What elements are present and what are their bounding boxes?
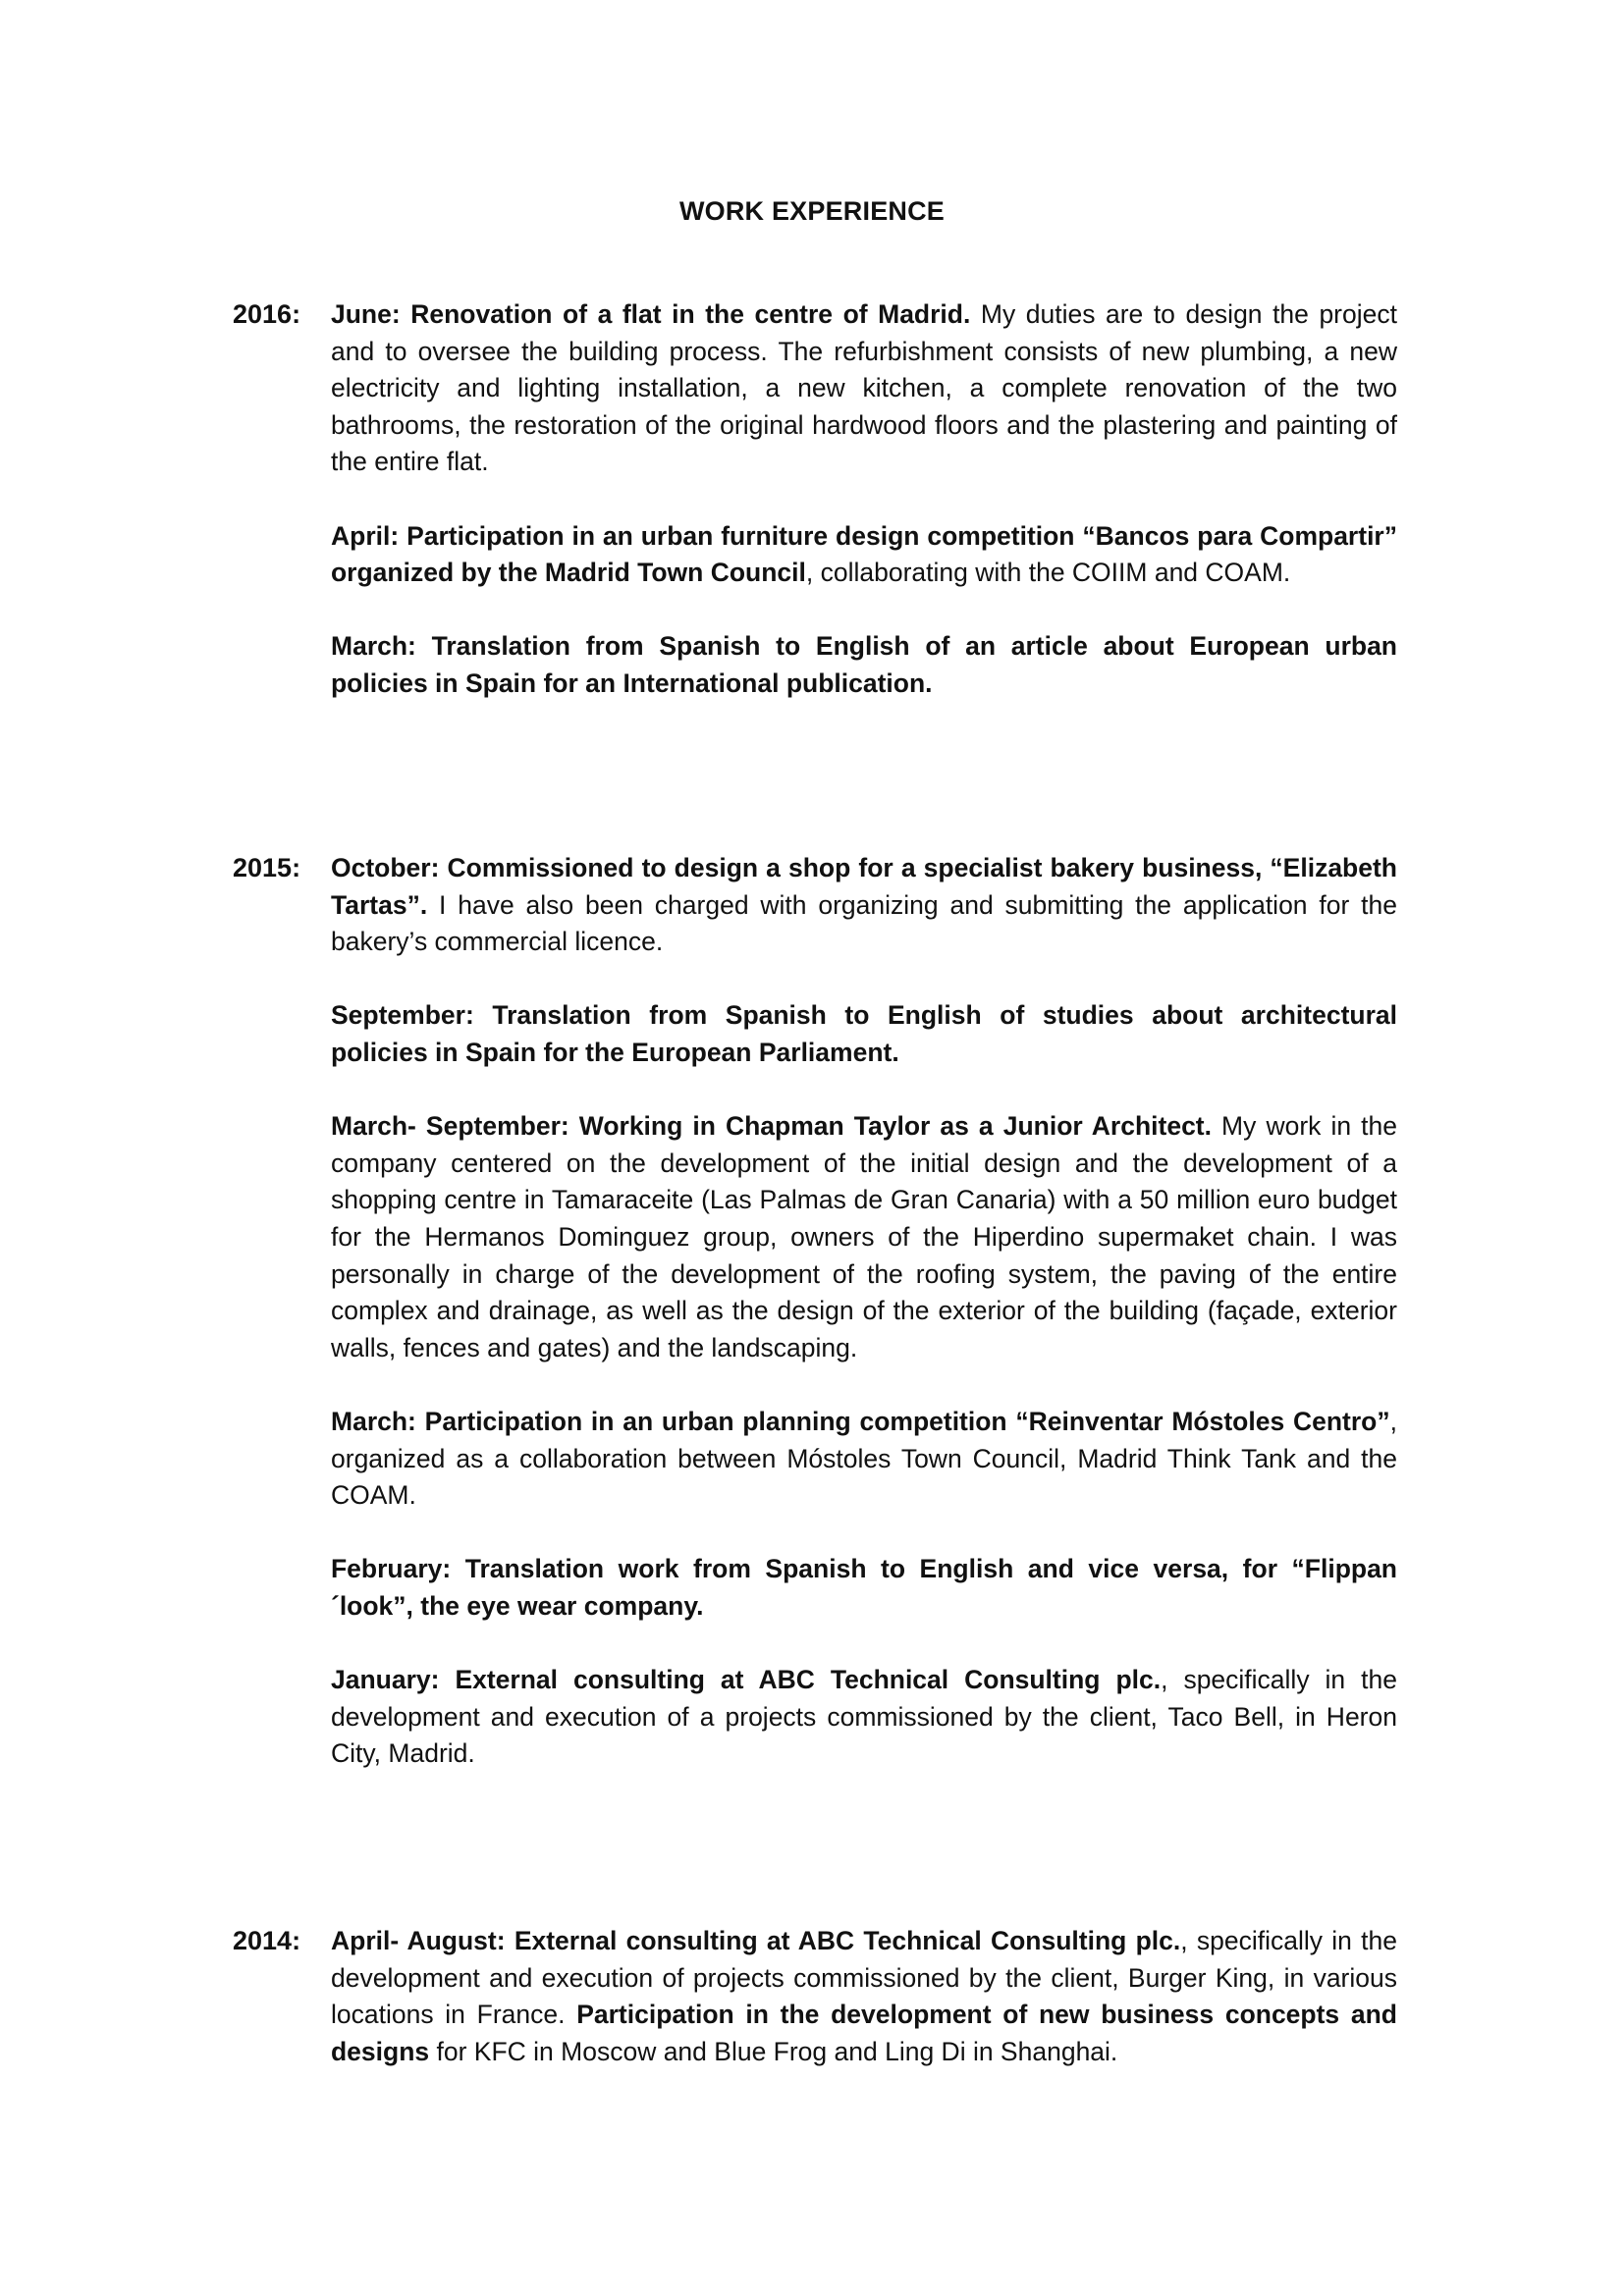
year-label: 2016: bbox=[233, 299, 301, 329]
year-label: 2014: bbox=[233, 1926, 301, 1955]
entry-2016-april bbox=[331, 518, 1397, 592]
entry-text: , specifically in the development and execution of projects commissioned by the client, Burger King, in various locations in France. bbox=[331, 1926, 1397, 2030]
entry-heading: March: Translation from Spanish to English of an article about European urban policies in Spain for an International publication. bbox=[331, 631, 1397, 698]
entry-text: , specifically in the development and execution of a projects commissioned by the client, Taco Bell, in Heron City, Madrid. bbox=[331, 1665, 1397, 1769]
entry-heading: March: Participation in an urban planning competition “Reinventar Móstoles Centro” bbox=[331, 1406, 1390, 1436]
year-label: 2015: bbox=[233, 853, 301, 882]
entry-2015-january bbox=[331, 1662, 1397, 1773]
entry-text: , organized as a collaboration between Móstoles Town Council, Madrid Think Tank and the COAM. bbox=[331, 1406, 1397, 1511]
entries-list bbox=[331, 850, 1397, 1809]
entry-text: , collaborating with the COIIM and COAM. bbox=[805, 558, 1291, 588]
entry-2016-june bbox=[331, 296, 1397, 481]
entry-text: My work in the company centered on the development of the initial design and the development of a shopping centre in Tamaraceite (Las Palmas de Gran Canaria) with a 50 million euro budget for the Hermanos Dominguez group, owners of the Hiperdino supermaket chain. I was personally in charge of the development of the roofing system, the paving of the entire complex and drainage, as well as the design of the exterior of the building (façade, exterior walls, fences and gates) and the landscaping. bbox=[331, 1111, 1397, 1362]
entries-list bbox=[331, 296, 1397, 739]
entry-2015-february bbox=[331, 1551, 1397, 1625]
entry-heading: March- September: Working in Chapman Taylor as a Junior Architect. bbox=[331, 1111, 1212, 1142]
entry-2015-march bbox=[331, 1404, 1397, 1515]
entries-list bbox=[331, 1923, 1397, 2108]
page-title: WORK EXPERIENCE bbox=[678, 196, 946, 226]
entry-heading: October: Commissioned to design a shop for a specialist bakery business, “Elizabeth Tartas”. bbox=[331, 853, 1397, 920]
entry-text: I have also been charged with organizing and submitting the application for the bakery’s commercial licence. bbox=[331, 889, 1397, 957]
entry-highlight: Participation in the development of new business concepts and designs bbox=[331, 2000, 1397, 2066]
entry-heading: February: Translation work from Spanish to English and vice versa, for “Flippan´look”, the eye wear company. bbox=[331, 1554, 1397, 1621]
entry-heading: April- August: External consulting at ABC Technical Consulting plc. bbox=[331, 1926, 1181, 1955]
entry-heading: June: Renovation of a flat in the centre of Madrid. bbox=[331, 299, 971, 329]
entry-text: My duties are to design the project and to oversee the building process. The refurbishment consists of new plumbing, a new electricity and lighting installation, a new kitchen, a complete renovation of the two bathrooms, the restoration of the original hardwood floors and the plastering and painting of the entire flat. bbox=[331, 299, 1397, 477]
entry-2015-september bbox=[331, 997, 1397, 1071]
entry-heading: January: External consulting at ABC Technical Consulting plc. bbox=[331, 1665, 1162, 1695]
entry-heading: September: Translation from Spanish to English of studies about architectural policies in Spain for the European Parliament. bbox=[331, 1000, 1397, 1067]
entry-text: for KFC in Moscow and Blue Frog and Ling Di in Shanghai. bbox=[429, 2036, 1118, 2066]
entry-2014-april-august bbox=[331, 1923, 1397, 2070]
entry-2015-october bbox=[331, 850, 1397, 961]
entry-heading: April: Participation in an urban furniture design competition “Bancos para Compartir” organized by the Madrid Town Council bbox=[331, 520, 1397, 588]
entry-2015-march-september bbox=[331, 1108, 1397, 1366]
entry-2016-march bbox=[331, 628, 1397, 702]
